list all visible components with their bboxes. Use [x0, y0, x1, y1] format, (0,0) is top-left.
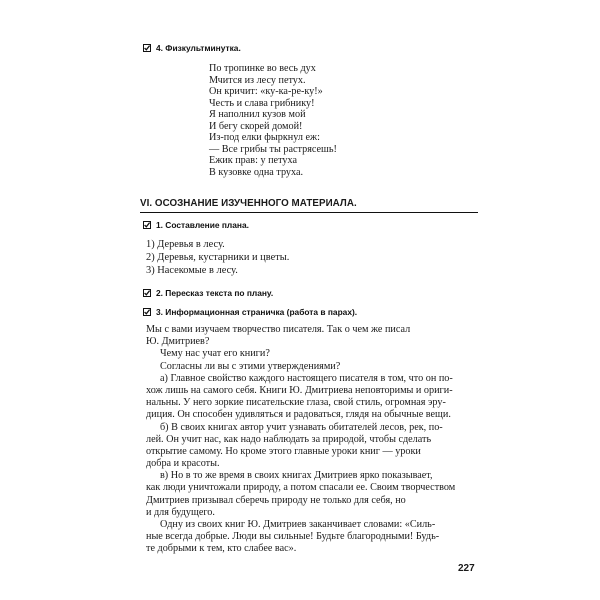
text-line: хож лишь на самого себя. Книги Ю. Дмитриева неповторимы и ориги-: [146, 384, 453, 396]
text-line: Чему нас учат его книги?: [160, 348, 270, 360]
text-line: те добрыми к тем, кто слабее вас».: [146, 543, 297, 555]
poem-line: Честь и слава грибнику!: [209, 97, 315, 109]
text-line: б) В своих книгах автор учит узнавать обитателей лесов, рек, по-: [160, 421, 443, 433]
heading-text: 2. Пересказ текста по плану.: [156, 288, 274, 298]
text-line: как люди уничтожали природу, а потом спасали ее. Своим творчеством: [146, 482, 456, 494]
poem-line: В кузовке одна труха.: [209, 166, 304, 178]
text-line: Ю. Дмитриев?: [146, 336, 210, 348]
text-line: нальны. У него зоркие писательские глаза, свой стиль, огромная эру-: [146, 397, 446, 409]
page-number: 227: [458, 563, 475, 574]
list-item: 3) Насекомые в лесу.: [146, 265, 238, 276]
text-line: добра и красоты.: [146, 458, 220, 470]
section-heading: VI. ОСОЗНАНИЕ ИЗУЧЕННОГО МАТЕРИАЛА.: [140, 198, 478, 213]
poem-line: Я наполнил кузов мой: [209, 109, 306, 120]
poem-line: И бегу скорей домой!: [209, 120, 303, 132]
heading-retell: [143, 288, 273, 298]
poem-line: Ежик прав: у петуха: [209, 155, 297, 166]
text-line: лей. Он учит нас, как надо наблюдать за природой, чтобы сделать: [146, 433, 432, 445]
poem-line: Мчится из лесу петух.: [209, 74, 306, 86]
poem-line: Из-под елки фыркнул еж:: [209, 132, 320, 143]
text-line: Согласны ли вы с этими утверждениями?: [160, 360, 341, 372]
poem-line: По тропинке во весь дух: [209, 63, 316, 74]
heading-info: [143, 307, 357, 317]
plan-list: [146, 238, 289, 277]
list-item: 2) Деревья, кустарники и цветы.: [146, 252, 290, 263]
heading-fizkultminutka: [143, 43, 241, 53]
checkbox-icon: [143, 221, 151, 229]
checkbox-icon: [143, 289, 151, 297]
checkbox-icon: [143, 308, 151, 316]
text-line: Одну из своих книг Ю. Дмитриев заканчивает словами: «Силь-: [160, 519, 436, 530]
text-line: а) Главное свойство каждого настоящего писателя в том, что он по-: [160, 372, 453, 384]
heading-text: 3. Информационная страничка (работа в парах).: [156, 307, 358, 317]
poem: [209, 63, 337, 178]
heading-text: 4. Физкультминутка.: [156, 43, 241, 53]
body-text: [146, 324, 480, 556]
text-line: диция. Он способен удивляться и радоваться, глядя на обычные вещи.: [146, 409, 451, 421]
checkbox-icon: [143, 44, 151, 52]
poem-line: — Все грибы ты растрясешь!: [209, 143, 337, 155]
text-line: ные всегда добрые. Люди вы сильные! Будьте благородными! Будь-: [146, 531, 440, 543]
list-item: 1) Деревья в лесу.: [146, 239, 225, 250]
heading-plan: [143, 220, 249, 230]
poem-line: Он кричит: «ку-ка-ре-ку!»: [209, 86, 323, 97]
text-line: и для будущего.: [146, 506, 215, 518]
text-line: Дмитриев призывал сберечь природу не только для себя, но: [146, 494, 406, 506]
text-line: в) Но в то же время в своих книгах Дмитриев ярко показывает,: [160, 470, 433, 482]
text-line: открытие самому. Но кроме этого главные уроки книг — уроки: [146, 445, 421, 457]
text-line: Мы с вами изучаем творчество писателя. Так о чем же писал: [146, 324, 411, 335]
heading-text: 1. Составление плана.: [156, 220, 249, 230]
